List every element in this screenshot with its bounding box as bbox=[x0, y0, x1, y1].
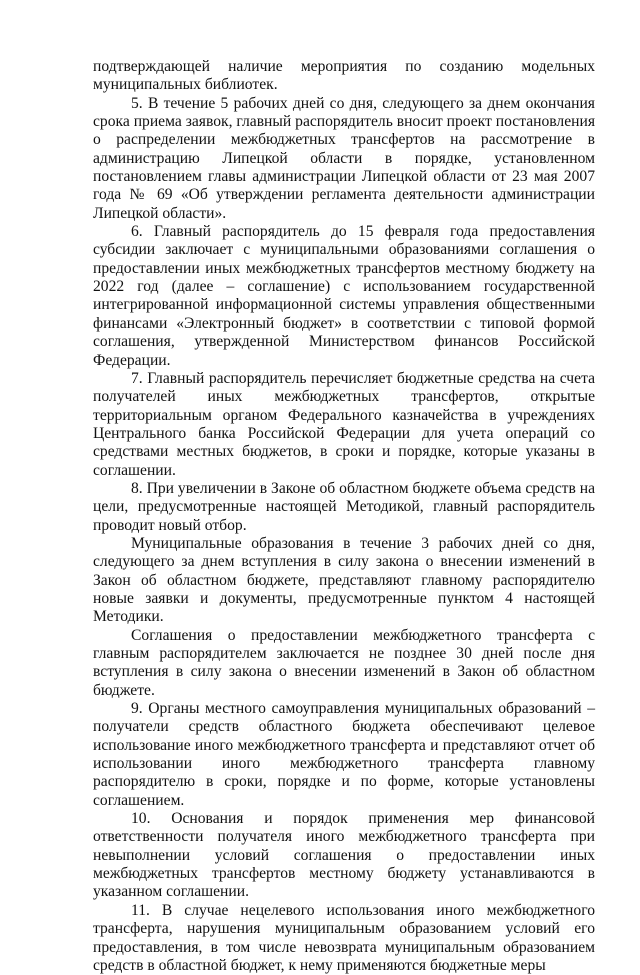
paragraph-new-applications: Муниципальные образования в течение 3 рабочих дней со дня, следующего за днем вступления в силу закона о внесении изменений в Закон об областном бюджете, представляют главному распорядителю новые заявки и документы, предусмотренные пунктом 4 настоящей Методики. bbox=[93, 534, 595, 626]
paragraph-continuation: подтверждающей наличие мероприятия по созданию модельных муниципальных библиотек. bbox=[93, 58, 595, 94]
paragraph-item-10: 10. Основания и порядок применения мер финансовой ответственности получателя иного межбюджетного трансферта при невыполнении условий соглашения о предоставлении иных межбюджетных трансфертов местному бюджету устанавливаются в указанном соглашении. bbox=[93, 810, 595, 901]
paragraph-item-6: 6. Главный распорядитель до 15 февраля года предоставления субсидии заключает с муниципальными образованиями соглашения о предоставлении иных межбюджетных трансфертов местному бюджету на 2022 год (далее – соглашение) с использованием государственной интегрированной информационной системы управления общественными финансами «Электронный бюджет» в соответствии с типовой формой соглашения, утвержденной Министерством финансов Российской Федерации. bbox=[93, 223, 595, 369]
paragraph-item-7: 7. Главный распорядитель перечисляет бюджетные средства на счета получателей иных межбюджетных трансфертов, открытые территориальным органом Федерального казначейства в учреждениях Центрального банка Российской Федерации для учета операций со средствами местных бюджетов, в сроки и порядке, которые указаны в соглашении. bbox=[93, 369, 595, 479]
paragraph-agreements-deadline: Соглашения о предоставлении межбюджетного трансферта с главным распорядителем заключается не позднее 30 дней после дня вступления в силу закона о внесении изменений в Закон об областном бюджете. bbox=[93, 626, 595, 699]
paragraph-item-9: 9. Органы местного самоуправления муниципальных образований – получатели средств областного бюджета обеспечивают целевое использование иного межбюджетного трансферта и представляют отчет об использовании иного межбюджетного трансферта главному распорядителю в сроки, порядке и по форме, которые установлены соглашением. bbox=[93, 700, 595, 809]
paragraph-item-8: 8. При увеличении в Законе об областном бюджете объема средств на цели, предусмотренные настоящей Методикой, главный распорядитель проводит новый отбор. bbox=[93, 479, 595, 534]
paragraph-item-11: 11. В случае нецелевого использования иного межбюджетного трансферта, нарушения муниципальным образованием условий его предоставления, в том числе невозврата муниципальным образованием средств в областной бюджет, к нему применяются бюджетные меры bbox=[93, 901, 595, 974]
paragraph-item-5: 5. В течение 5 рабочих дней со дня, следующего за днем окончания срока приема заявок, главный распорядитель вносит проект постановления о распределении межбюджетных трансфертов на рассмотрение в администрацию Липецкой области в порядке, установленном постановлением главы администрации Липецкой области от 23 мая 2007 года № 69 «Об утверждении регламента деятельности администрации Липецкой области». bbox=[93, 94, 595, 222]
document-body bbox=[93, 58, 595, 975]
